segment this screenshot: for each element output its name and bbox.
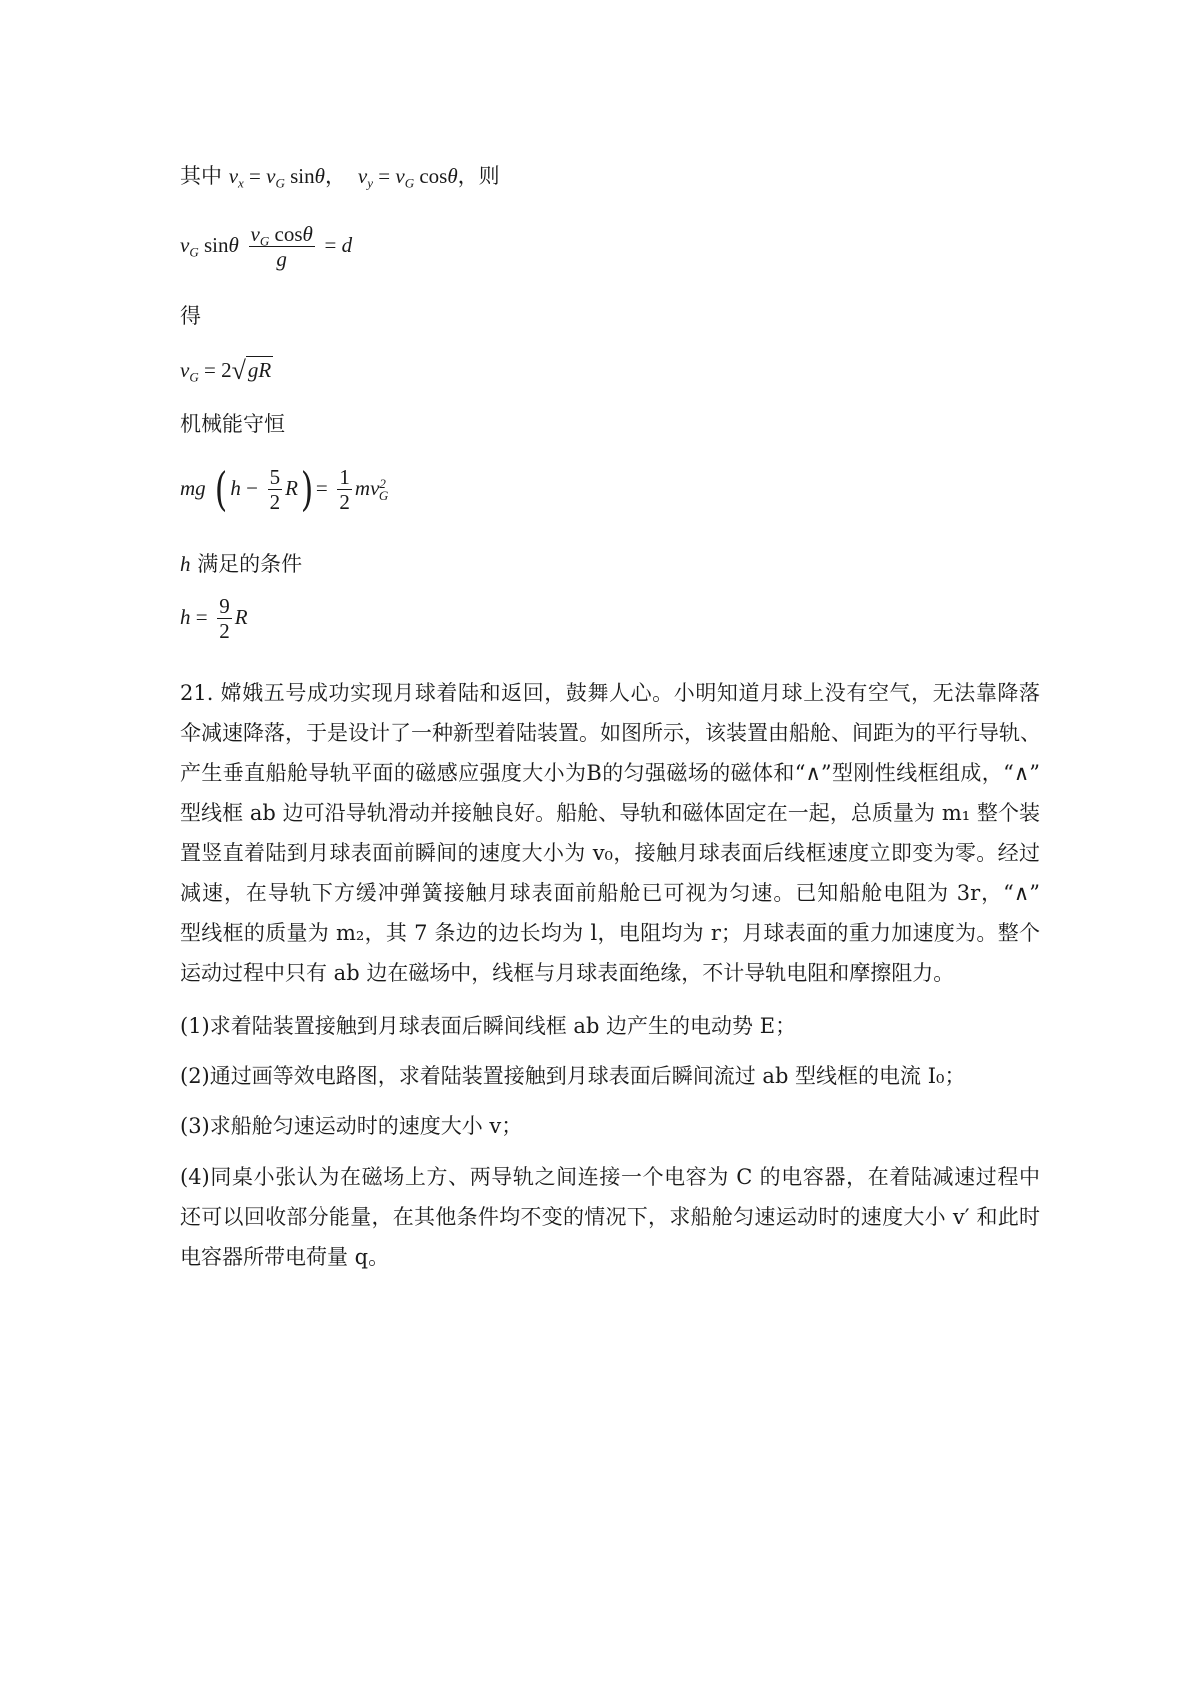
question-4 xyxy=(180,1157,1040,1277)
problem-line: 型线框的质量为 m₂，其 7 条边的边长均为 l，电阻均为 r；月球表面的重力加速度为。整个 xyxy=(180,921,1040,945)
equation-vy: $v_y = v_G$ cosθ xyxy=(352,164,458,191)
text-de: 得 xyxy=(180,304,201,328)
question-2: (2)通过画等效电路图，求着陆装置接触到月球表面后瞬间流过 ab 型线框的电流 I₀； xyxy=(180,1064,966,1088)
comma: ， xyxy=(457,164,479,188)
problem-21-text xyxy=(180,673,1040,993)
fraction: $\frac{v_G \cos\theta}{g}$ xyxy=(250,222,313,272)
question-4-line: 还可以回收部分能量，在其他条件均不变的情况下，求船舱匀速运动时的速度大小 v′ 和此时 xyxy=(180,1205,1040,1229)
problem-line: 伞减速降落，于是设计了一种新型着陆装置。如图所示，该装置由船舱、间距为的平行导轨、 xyxy=(180,721,1041,745)
question-4-line: (4)同桌小张认为在磁场上方、两导轨之间连接一个电容为 C 的电容器，在着陆减速过程中 xyxy=(180,1165,1040,1189)
problem-line: 置竖直着陆到月球表面前瞬间的速度大小为 v₀，接触月球表面后线框速度立即变为零。经过 xyxy=(180,841,1040,865)
condition-label: 满足的条件 xyxy=(197,552,303,576)
question-1: (1)求着陆装置接触到月球表面后瞬间线框 ab 边产生的电动势 E； xyxy=(180,1014,797,1038)
problem-line: 21. 嫦娥五号成功实现月球着陆和返回，鼓舞人心。小明知道月球上没有空气，无法靠降落 xyxy=(180,681,1040,705)
problem-line: 运动过程中只有 ab 边在磁场中，线框与月球表面绝缘，不计导轨电阻和摩擦阻力。 xyxy=(180,961,955,985)
text-qizhong: 其中 xyxy=(180,164,222,188)
equation-vx: $v_x = v_G$ sinθ xyxy=(228,164,325,191)
equation-range: $v_G$ sinθ $\frac{v_G \cos\theta}{g}$ = d xyxy=(180,222,353,272)
comma: ， xyxy=(324,164,346,188)
problem-line: 型线框 ab 边可沿导轨滑动并接触良好。船舱、导轨和磁体固定在一起，总质量为 m₁ 整个装 xyxy=(180,801,1040,825)
solution-velocity-components xyxy=(180,164,500,189)
problem-line: 减速，在导轨下方缓冲弹簧接触月球表面前船舱已可视为匀速。已知船舱电阻为 3r，“∧” xyxy=(180,881,1040,905)
equation-energy: mg ( h − $\frac{5}{2}$ R) = $\frac{1}{2}$ $mv^2_G$ xyxy=(180,462,389,516)
problem-line: 产生垂直船舱导轨平面的磁感应强度大小为B的匀强磁场的磁体和“∧”型刚性线框组成，“∧” xyxy=(180,761,1040,785)
question-3: (3)求船舱匀速运动时的速度大小 v； xyxy=(180,1114,523,1138)
question-4-line: 电容器所带电荷量 q。 xyxy=(180,1245,390,1269)
text-ze: 则 xyxy=(478,164,500,188)
text-energy-conservation: 机械能守恒 xyxy=(180,412,285,436)
text-h-condition: h 满足的条件 xyxy=(180,552,303,576)
equation-vg: $v_G = 2√gR$ xyxy=(180,356,272,385)
equation-h: h = $\frac{9}{2}$ R xyxy=(180,594,248,644)
